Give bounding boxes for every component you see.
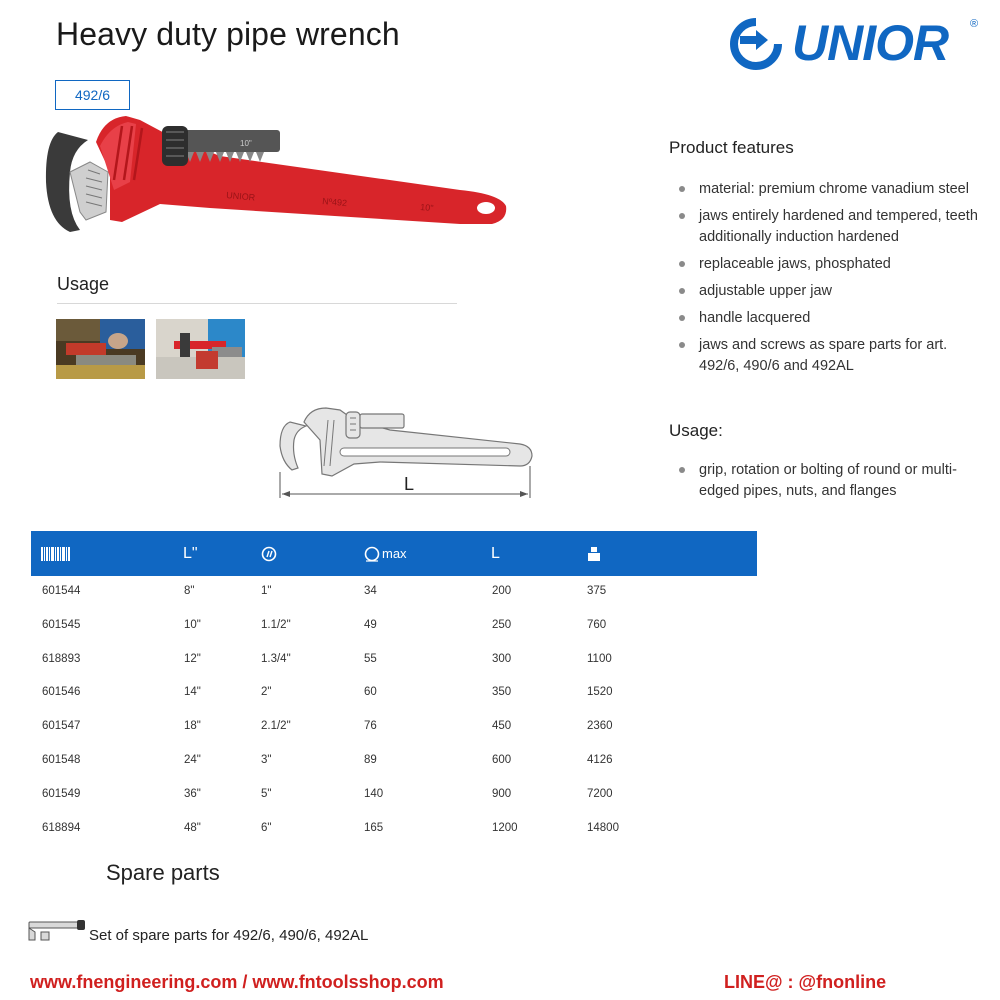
table-cell: 14": [184, 686, 201, 699]
table-cell: 250: [492, 618, 512, 631]
wrench-marking-brand: UNIOR: [225, 190, 256, 203]
column-header-pipe-diameter: [261, 531, 277, 576]
table-cell: 5": [261, 787, 272, 800]
column-header-size-inch: L": [183, 544, 198, 562]
table-cell: 48": [184, 821, 201, 834]
registered-mark: ®: [970, 18, 979, 30]
table-cell: 350: [492, 686, 512, 699]
pipe-diameter-icon: [261, 546, 277, 562]
table-cell: 7200: [587, 787, 613, 800]
table-cell: 1": [261, 585, 272, 597]
spare-parts-icon: [27, 918, 87, 944]
table-cell: 601546: [42, 686, 81, 699]
column-header-max-label: max: [382, 546, 407, 561]
table-cell: 200: [492, 585, 512, 597]
usage-photo-1[interactable]: [56, 319, 145, 379]
page-title: Heavy duty pipe wrench: [56, 16, 400, 52]
table-cell: 2": [261, 686, 272, 699]
table-cell: 6": [261, 821, 272, 834]
table-cell: 10": [184, 618, 201, 631]
features-list: [679, 179, 979, 383]
wrench-marking-size: 10": [419, 202, 434, 214]
wrench-marking-jaw-size: 10": [240, 139, 252, 148]
table-cell: 60: [364, 686, 377, 699]
table-cell: 4126: [587, 754, 613, 766]
wrench-marking-model: Nº492: [321, 196, 348, 209]
article-number-badge: 492/6: [55, 80, 130, 110]
table-cell: 601548: [42, 754, 81, 766]
dimension-drawing: [270, 400, 540, 500]
column-header-length: L: [491, 544, 500, 562]
table-cell: 618893: [42, 652, 81, 665]
column-header-nut-max: [364, 531, 407, 576]
table-cell: 140: [364, 787, 384, 800]
table-header: [31, 531, 757, 576]
feature-item: handle lacquered: [679, 308, 979, 329]
table-cell: 55: [364, 652, 377, 665]
table-cell: 760: [587, 618, 607, 631]
table-cell: 2360: [587, 720, 613, 733]
table-cell: 12": [184, 652, 201, 665]
table-cell: 601544: [42, 585, 81, 597]
table-cell: 1100: [587, 652, 612, 665]
table-cell: 1520: [587, 686, 613, 699]
spare-parts-heading: Spare parts: [106, 860, 220, 885]
features-heading: Product features: [669, 138, 794, 157]
column-header-weight: [587, 531, 601, 576]
table-cell: 618894: [42, 821, 81, 834]
usage-heading: Usage: [57, 274, 110, 294]
table-cell: 8": [184, 585, 195, 597]
barcode-icon: [41, 547, 71, 561]
brand-name: UNIOR: [792, 15, 949, 71]
table-cell: 18": [184, 720, 201, 733]
feature-item: adjustable upper jaw: [679, 281, 979, 302]
feature-item: jaws entirely hardened and tempered, teeth additionally induction hardened: [679, 206, 979, 248]
footer-line-contact[interactable]: LINE@ : @fnonline: [724, 972, 887, 992]
pipe-wrench-image: [40, 112, 520, 242]
table-cell: 3": [261, 754, 272, 766]
table-cell: 76: [364, 720, 377, 733]
table-cell: 14800: [587, 821, 619, 834]
table-cell: 36": [184, 787, 201, 800]
feature-item: jaws and screws as spare parts for art. 492/6, 490/6 and 492AL: [679, 335, 979, 377]
table-cell: 34: [364, 585, 377, 597]
table-cell: 600: [492, 754, 512, 766]
spare-parts-item: Set of spare parts for 492/6, 490/6, 492AL: [89, 927, 369, 944]
table-cell: 601545: [42, 618, 81, 631]
table-cell: 2.1/2": [261, 720, 291, 733]
table-cell: 450: [492, 720, 512, 733]
footer-websites[interactable]: www.fnengineering.com / www.fntoolsshop.com: [30, 972, 444, 992]
table-cell: 49: [364, 618, 377, 631]
table-cell: 1200: [492, 821, 518, 834]
feature-item: replaceable jaws, phosphated: [679, 254, 979, 275]
usage-list: [679, 460, 979, 508]
usage-description-heading: Usage:: [669, 421, 723, 440]
usage-photo-2[interactable]: [156, 319, 245, 379]
table-cell: 375: [587, 585, 607, 597]
table-cell: 24": [184, 754, 201, 766]
table-cell: 601549: [42, 787, 81, 800]
weight-icon: [587, 546, 601, 562]
table-cell: 1.3/4": [261, 652, 291, 665]
table-cell: 300: [492, 652, 512, 665]
usage-item: grip, rotation or bolting of round or multi-edged pipes, nuts, and flanges: [679, 460, 979, 502]
usage-divider: [57, 303, 457, 304]
table-cell: 165: [364, 821, 384, 834]
table-cell: 900: [492, 787, 512, 800]
dimension-label: L: [404, 474, 415, 494]
table-cell: 89: [364, 754, 377, 766]
nut-icon: [364, 546, 380, 562]
table-cell: 1.1/2": [261, 618, 291, 631]
table-cell: 601547: [42, 720, 81, 733]
feature-item: material: premium chrome vanadium steel: [679, 179, 979, 200]
column-header-code: [41, 531, 71, 576]
